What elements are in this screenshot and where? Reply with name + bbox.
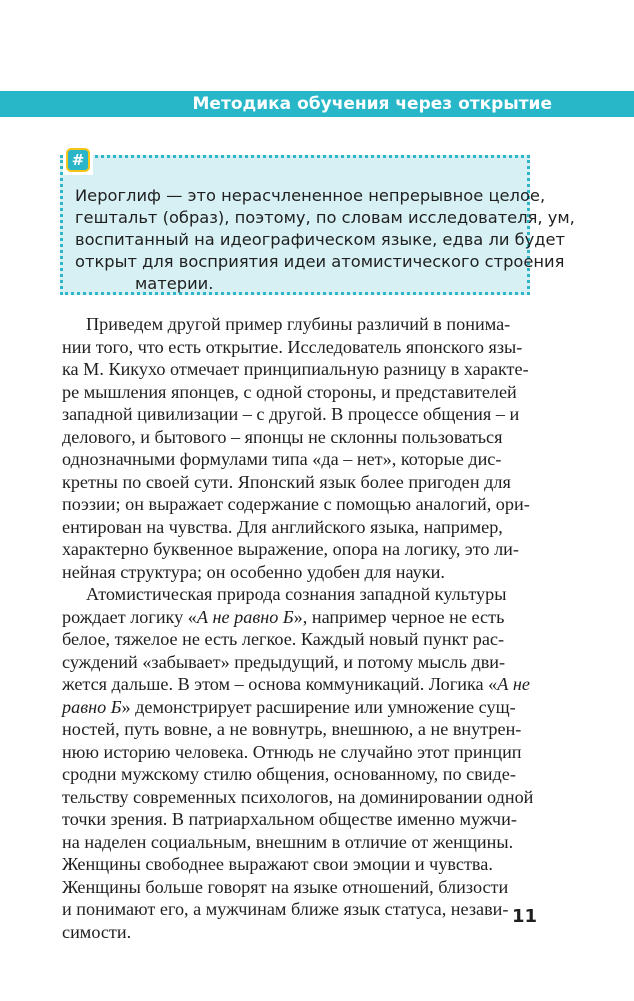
callout-line: открыт для восприятия идеи атомистического строения [75, 252, 565, 271]
paragraph-line: нии того, что есть открытие. Исследователь японского язы- [62, 336, 523, 357]
italic-formula: А не [497, 674, 531, 694]
paragraph-line: западной цивилизации – с другой. В процессе общения – и [62, 404, 520, 424]
paragraph-line: ностей, путь вовне, а не вовнутрь, внешнюю, а не внутрен- [62, 719, 522, 739]
italic-formula: А не равно Б [196, 606, 294, 627]
paragraph-line: Атомистическая природа сознания западной культуры [86, 584, 507, 604]
paragraph-line [62, 606, 542, 629]
callout-line: воспитанный на идеографическом языке, едва ли будет [75, 230, 566, 249]
paragraph-line [62, 673, 542, 696]
text-run: », например черное не есть [293, 606, 505, 627]
paragraph-line: белое, тяжелое не есть легкое. Каждый новый пункт рас- [62, 629, 505, 649]
paragraph-line: Женщины больше говорят на языке отношений, близости [62, 876, 509, 897]
page-number: 11 [512, 906, 538, 927]
paragraph-line: делового, и бытового – японцы не склонны пользоваться [62, 426, 503, 447]
italic-formula: равно Б [62, 696, 122, 717]
paragraph-line: симости. [62, 921, 132, 942]
paragraph-line: суждений «забывает» предыдущий, и потому мысль дви- [62, 651, 506, 672]
paragraph-line: сродни мужскому стилю общения, основанному, по свиде- [62, 764, 516, 784]
paragraph-line: ка М. Кикухо отмечает принципиальную разницу в характе- [62, 359, 529, 379]
hash-badge [63, 145, 93, 175]
paragraph-line: Приведем другой пример глубины различий в понима- [86, 314, 511, 334]
callout-text [75, 185, 575, 295]
paragraph-line: однозначными формулами типа «да – нет», которые дис- [62, 449, 502, 469]
paragraph-line: характерно буквенное выражение, опора на логику, это ли- [62, 539, 519, 559]
paragraph-line: на наделен социальным, внешним в отличие от женщины. [62, 831, 514, 852]
paragraph-line: Женщины свободнее выражают свои эмоции и чувства. [62, 854, 493, 874]
paragraph-line: нейная структура; он особенно удобен для науки. [62, 561, 445, 582]
section-header-band [0, 91, 634, 117]
body-text [62, 313, 542, 943]
text-run: жется дальше. В этом – основа коммуникаций. Логика « [62, 674, 498, 694]
paragraph-line: ентирован на чувства. Для английского языка, например, [62, 516, 503, 537]
paragraph-line [62, 696, 542, 719]
callout-line: материи. [135, 274, 214, 293]
text-run: рождает логику « [62, 606, 197, 627]
paragraph-line: поэзии; он выражает содержание с помощью аналогий, ори- [62, 494, 530, 514]
text-run: » демонстрирует расширение или умножение сущ- [121, 696, 516, 717]
paragraph-line: и понимают его, а мужчинам ближе язык статуса, незави- [62, 899, 509, 919]
paragraph-line: тельству современных психологов, на доминировании одной [62, 786, 534, 807]
section-title: Методика обучения через открытие [192, 94, 552, 114]
paragraph-line: нюю историю человека. Отнюдь не случайно этот принцип [62, 741, 522, 762]
callout-line: гештальт (образ), поэтому, по словам исследователя, ум, [75, 208, 575, 227]
paragraph-line: ре мышления японцев, с одной стороны, и представителей [62, 381, 517, 402]
hash-icon: # [66, 148, 90, 172]
callout-line: Иероглиф — это нерасчлененное непрерывное целое, [75, 186, 546, 205]
paragraph-line: точки зрения. В патриархальном обществе именно мужчи- [62, 809, 517, 829]
paragraph-line: кретны по своей сути. Японский язык более пригоден для [62, 471, 511, 492]
